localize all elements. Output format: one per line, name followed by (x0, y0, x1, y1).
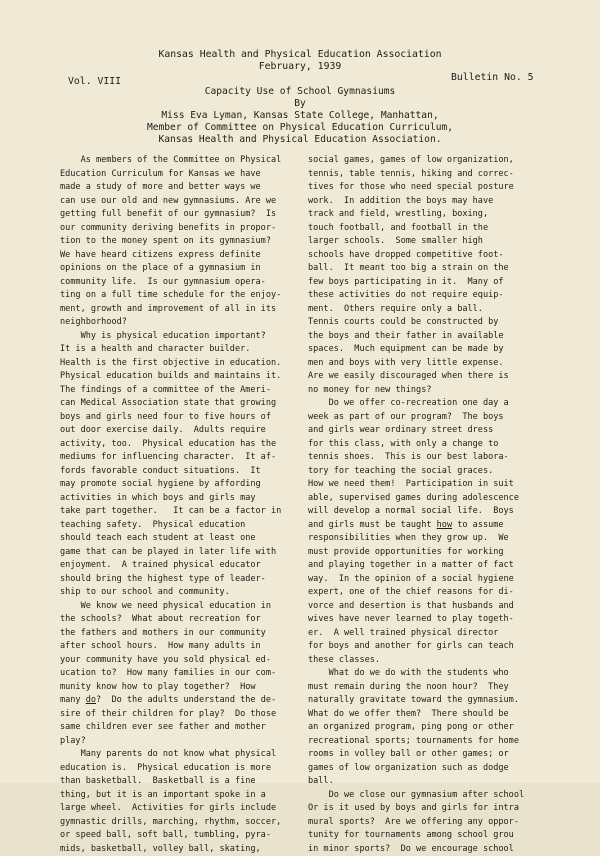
association-line: Kansas Health and Physical Education Association. (0, 134, 600, 146)
text-line: tunity for tournaments among school grou (308, 829, 588, 843)
article-title: Capacity Use of School Gymnasiums (0, 86, 600, 98)
text-line: after school hours. How many adults in (60, 640, 325, 654)
text-line: Many parents do not know what physical (60, 748, 325, 762)
text-line: community life. Is our gymnasium opera- (60, 276, 325, 290)
text-line: teaching safety. Physical education (60, 519, 325, 533)
text-line: tion to the money spent on its gymnasium? (60, 235, 325, 249)
text-line: sire of their children for play? Do those (60, 708, 325, 722)
text-line: activity, too. Physical education has the (60, 438, 325, 452)
text-line: and playing together in a matter of fact (308, 559, 588, 573)
text-line: and girls wear ordinary street dress (308, 424, 588, 438)
text-line: tennis, table tennis, hiking and correc- (308, 168, 588, 182)
text-line: able, supervised games during adolescence (308, 492, 588, 506)
text-line: ting on a full time schedule for the enjoy- (60, 289, 325, 303)
text-line: should bring the highest type of leader- (60, 573, 325, 587)
text-line: rooms in volley ball or other games; or (308, 748, 588, 762)
text-line: thing, but it is an important spoke in a (60, 789, 325, 803)
text-line: er. A well trained physical director (308, 627, 588, 641)
text-line: boys and girls need four to five hours of (60, 411, 325, 425)
text-line: the schools? What about recreation for (60, 613, 325, 627)
text-line: take part together. It can be a factor in (60, 505, 325, 519)
text-line: ment. Others require only a ball. (308, 303, 588, 317)
text-line: no money for new things? (308, 384, 588, 398)
text-line: spaces. Much equipment can be made by (308, 343, 588, 357)
text-line: enjoyment. A trained physical educator (60, 559, 325, 573)
text-line: ment, growth and improvement of all in its (60, 303, 325, 317)
text-line: Physical education builds and maintains it. (60, 370, 325, 384)
text-line: opinions on the place of a gymnasium in (60, 262, 325, 276)
text-line: fords favorable conduct situations. It (60, 465, 325, 479)
association-name: Kansas Health and Physical Education Association (0, 49, 600, 61)
committee-line: Member of Committee on Physical Education Curriculum, (0, 122, 600, 134)
underlined-word: how (437, 520, 452, 530)
text-line: larger schools. Some smaller high (308, 235, 588, 249)
text-line: few boys participating in it. Many of (308, 276, 588, 290)
text-line: made a study of more and better ways we (60, 181, 325, 195)
text-line: The findings of a committee of the Ameri- (60, 384, 325, 398)
text-line: your community have you sold physical ed- (60, 654, 325, 668)
text-line: How we need them! Participation in suit (308, 478, 588, 492)
text-line: Or is it used by boys and girls for intra (308, 802, 588, 816)
text-line: Tennis courts could be constructed by (308, 316, 588, 330)
text-line: tives for those who need special posture (308, 181, 588, 195)
text-line: activities in which boys and girls may (60, 492, 325, 506)
text-line: education is. Physical education is more (60, 762, 325, 776)
text-line: must provide opportunities for working (308, 546, 588, 560)
text-line: can use our old and new gymnasiums. Are we (60, 195, 325, 209)
text-line: mids, basketball, volley ball, skating, (60, 843, 325, 856)
text-line: and girls must be taught how to assume (308, 519, 588, 533)
text-line: work. In addition the boys may have (308, 195, 588, 209)
text-line: Education Curriculum for Kansas we have (60, 168, 325, 182)
text-line: We know we need physical education in (60, 600, 325, 614)
text-line: As members of the Committee on Physical (60, 154, 325, 168)
text-line: recreational sports; tournaments for home (308, 735, 588, 749)
text-line: many do? Do the adults understand the de- (60, 694, 325, 708)
text-line: ship to our school and community. (60, 586, 325, 600)
text-line: Health is the first objective in education. (60, 357, 325, 371)
text-line: men and boys with very little expense. (308, 357, 588, 371)
text-line: an organized program, ping pong or other (308, 721, 588, 735)
text-line: naturally gravitate toward the gymnasium. (308, 694, 588, 708)
text-line: must remain during the noon hour? They (308, 681, 588, 695)
text-line: schools have dropped competitive foot- (308, 249, 588, 263)
text-line: mediums for influencing character. It af- (60, 451, 325, 465)
text-line: should teach each student at least one (60, 532, 325, 546)
text-line: Are we easily discouraged when there is (308, 370, 588, 384)
bulletin-number: Bulletin No. 5 (451, 72, 534, 84)
text-line: will develop a normal social life. Boys (308, 505, 588, 519)
text-line: Do we offer co-recreation one day a (308, 397, 588, 411)
text-line: ball. It meant too big a strain on the (308, 262, 588, 276)
text-line: neighborhood? (60, 316, 325, 330)
text-line: out door exercise daily. Adults require (60, 424, 325, 438)
text-line: same children ever see father and mother (60, 721, 325, 735)
author-line: Miss Eva Lyman, Kansas State College, Manhattan, (0, 110, 600, 122)
text-line: in minor sports? Do we encourage school (308, 843, 588, 856)
text-line: may promote social hygiene by affording (60, 478, 325, 492)
text-line: getting full benefit of our gymnasium? Is (60, 208, 325, 222)
text-line: these activities do not require equip- (308, 289, 588, 303)
text-line: for this class, with only a change to (308, 438, 588, 452)
text-line: What do we offer them? There should be (308, 708, 588, 722)
text-line: wives have never learned to play togeth- (308, 613, 588, 627)
text-line: can Medical Association state that growing (60, 397, 325, 411)
text-line: expert, one of the chief reasons for di- (308, 586, 588, 600)
text-line: games of low organization such as dodge (308, 762, 588, 776)
text-line: our community deriving benefits in propor- (60, 222, 325, 236)
text-line: week as part of our program? The boys (308, 411, 588, 425)
text-line: It is a health and character builder. (60, 343, 325, 357)
text-line: play? (60, 735, 325, 749)
text-line: track and field, wrestling, boxing, (308, 208, 588, 222)
text-line: the fathers and mothers in our community (60, 627, 325, 641)
text-line: social games, games of low organization, (308, 154, 588, 168)
byline-by: By (0, 98, 600, 110)
text-line: vorce and desertion is that husbands and (308, 600, 588, 614)
text-line: responsibilities when they grow up. We (308, 532, 588, 546)
text-line: ucation to? How many families in our com- (60, 667, 325, 681)
text-line: tennis shoes. This is our best labora- (308, 451, 588, 465)
text-line: Do we close our gymnasium after school (308, 789, 588, 803)
bulletin-date: February, 1939 (0, 61, 600, 73)
left-column (60, 154, 325, 856)
text-line: the boys and their father in available (308, 330, 588, 344)
text-line: What do we do with the students who (308, 667, 588, 681)
text-line: touch football, and football in the (308, 222, 588, 236)
text-line: We have heard citizens express definite (60, 249, 325, 263)
text-line: tory for teaching the social graces. (308, 465, 588, 479)
text-line: gymnastic drills, marching, rhythm, soccer, (60, 816, 325, 830)
text-line: large wheel. Activities for girls include (60, 802, 325, 816)
text-line: for boys and another for girls can teach (308, 640, 588, 654)
text-line: munity know how to play together? How (60, 681, 325, 695)
text-line: than basketball. Basketball is a fine (60, 775, 325, 789)
text-line: Why is physical education important? (60, 330, 325, 344)
text-line: way. In the opinion of a social hygiene (308, 573, 588, 587)
text-line: ball. (308, 775, 588, 789)
text-line: game that can be played in later life with (60, 546, 325, 560)
underlined-word: do (86, 695, 96, 705)
volume-number: Vol. VIII (68, 76, 121, 88)
text-line: these classes. (308, 654, 588, 668)
text-line: mural sports? Are we offering any oppor- (308, 816, 588, 830)
text-line: or speed ball, soft ball, tumbling, pyra- (60, 829, 325, 843)
right-column (308, 154, 588, 856)
